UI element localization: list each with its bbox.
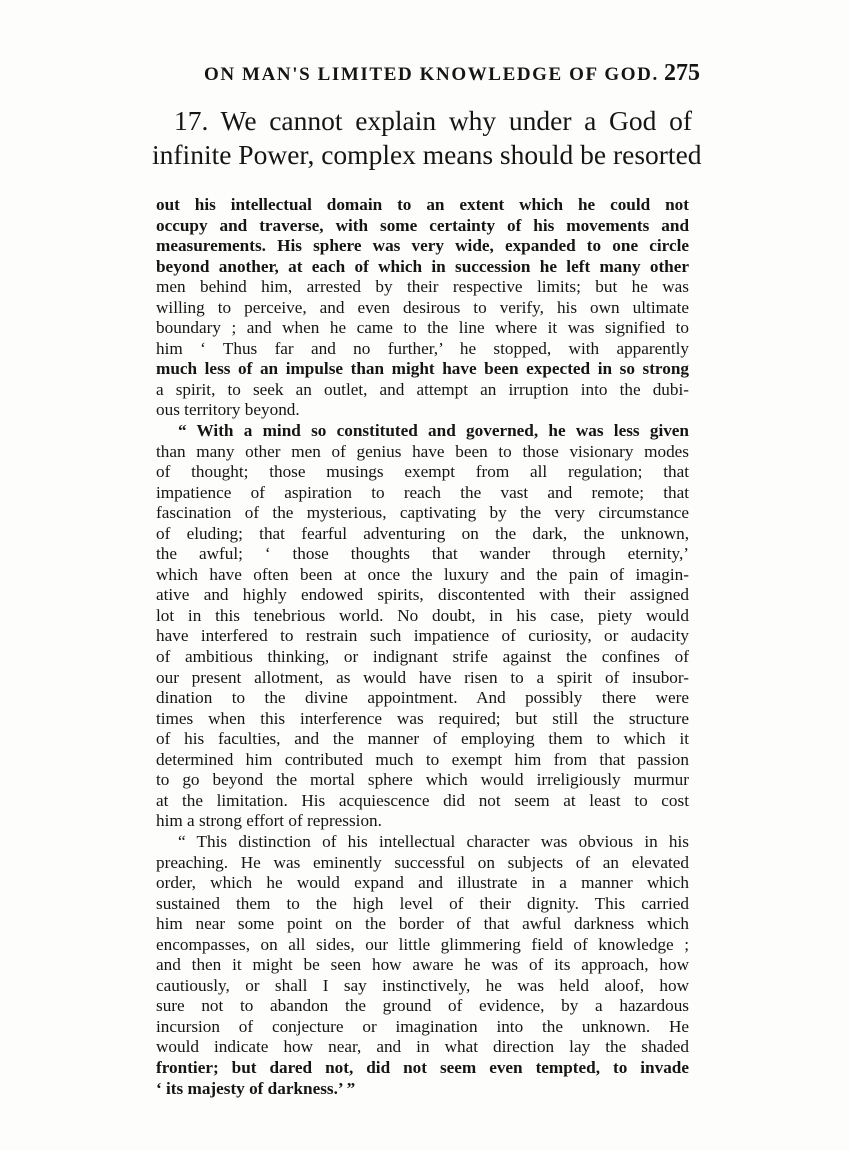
text-line: the awful; ‘ those thoughts that wander through eternity,’ — [156, 544, 689, 564]
text-line: which have often been at once the luxury and the pain of imagin- — [156, 564, 689, 584]
text-line: encompasses, on all sides, our little glimmering field of knowledge ; — [156, 934, 689, 954]
text-line: willing to perceive, and even desirous to verify, his own ultimate — [156, 297, 689, 317]
text-line: and then it might be seen how aware he was of its approach, how — [156, 955, 689, 975]
running-title: ON MAN'S LIMITED KNOWLEDGE OF GOD. — [204, 64, 659, 85]
text-line: “ This distinction of his intellectual character was obvious in his — [178, 831, 689, 851]
text-line: him near some point on the border of that awful darkness which — [156, 914, 689, 934]
text-line: incursion of conjecture or imagination into the unknown. He — [156, 1016, 689, 1036]
heading-line: infinite Power, complex means should be resorted — [152, 139, 702, 170]
text-line: sure not to abandon the ground of evidence, by a hazardous — [156, 996, 689, 1016]
text-line: of ambitious thinking, or indignant strife against the confines of — [156, 647, 689, 667]
text-line: much less of an impulse than might have been expected in so strong — [156, 359, 689, 379]
text-line: at the limitation. His acquiescence did not seem at least to cost — [156, 790, 689, 810]
section-heading — [152, 104, 702, 172]
text-line: men behind him, arrested by their respective limits; but he was — [156, 277, 689, 297]
text-line: boundary ; and when he came to the line where it was signified to — [156, 318, 689, 338]
text-line: have interfered to restrain such impatience of curiosity, or audacity — [156, 626, 689, 646]
text-line: our present allotment, as would have risen to a spirit of insubor- — [156, 667, 689, 687]
text-line: to go beyond the mortal sphere which would irreligiously murmur — [156, 770, 689, 790]
text-line: order, which he would expand and illustrate in a manner which — [156, 873, 689, 893]
text-line: of thought; those musings exempt from all regulation; that — [156, 462, 689, 482]
body-text — [156, 195, 689, 1099]
running-head — [160, 60, 700, 90]
text-line: him ‘ Thus far and no further,’ he stopped, with apparently — [156, 338, 689, 358]
text-line: out his intellectual domain to an extent which he could not — [156, 195, 689, 214]
text-line: of eluding; that fearful adventuring on the dark, the unknown, — [156, 523, 689, 543]
text-line: preaching. He was eminently successful on subjects of an elevated — [156, 852, 689, 872]
text-line: a spirit, to seek an outlet, and attempt an irruption into the dubi- — [156, 379, 689, 399]
text-line: ‘ its majesty of darkness.’ ” — [156, 1078, 356, 1098]
text-line: “ With a mind so constituted and governed, he was less given — [178, 421, 689, 441]
text-line: times when this interference was required; but still the structure — [156, 708, 689, 728]
text-line: occupy and traverse, with some certainty of his movements and — [156, 215, 689, 235]
text-line: cautiously, or shall I say instinctively, he was held aloof, how — [156, 975, 689, 995]
text-line: dination to the divine appointment. And possibly there were — [156, 688, 689, 708]
text-line: ative and highly endowed spirits, discontented with their assigned — [156, 585, 689, 605]
text-line: lot in this tenebrious world. No doubt, in his case, piety would — [156, 605, 689, 625]
page-number: 275 — [664, 60, 700, 86]
text-line: than many other men of genius have been to those visionary modes — [156, 441, 689, 461]
text-line: him a strong effort of repression. — [156, 811, 382, 831]
text-line: would indicate how near, and in what direction lay the shaded — [156, 1037, 689, 1057]
text-line: frontier; but dared not, did not seem even tempted, to invade — [156, 1057, 689, 1077]
text-line: impatience of aspiration to reach the vast and remote; that — [156, 482, 689, 502]
text-line: fascination of the mysterious, captivating by the very circumstance — [156, 503, 689, 523]
text-line: of his faculties, and the manner of employing them to which it — [156, 729, 689, 749]
text-line: ous territory beyond. — [156, 400, 300, 420]
text-line: beyond another, at each of which in succession he left many other — [156, 256, 689, 276]
text-line: sustained them to the high level of their dignity. This carried — [156, 893, 689, 913]
text-line: determined him contributed much to exempt him from that passion — [156, 749, 689, 769]
text-line: measurements. His sphere was very wide, expanded to one circle — [156, 236, 689, 256]
heading-line: 17. We cannot explain why under a God of — [174, 105, 692, 136]
